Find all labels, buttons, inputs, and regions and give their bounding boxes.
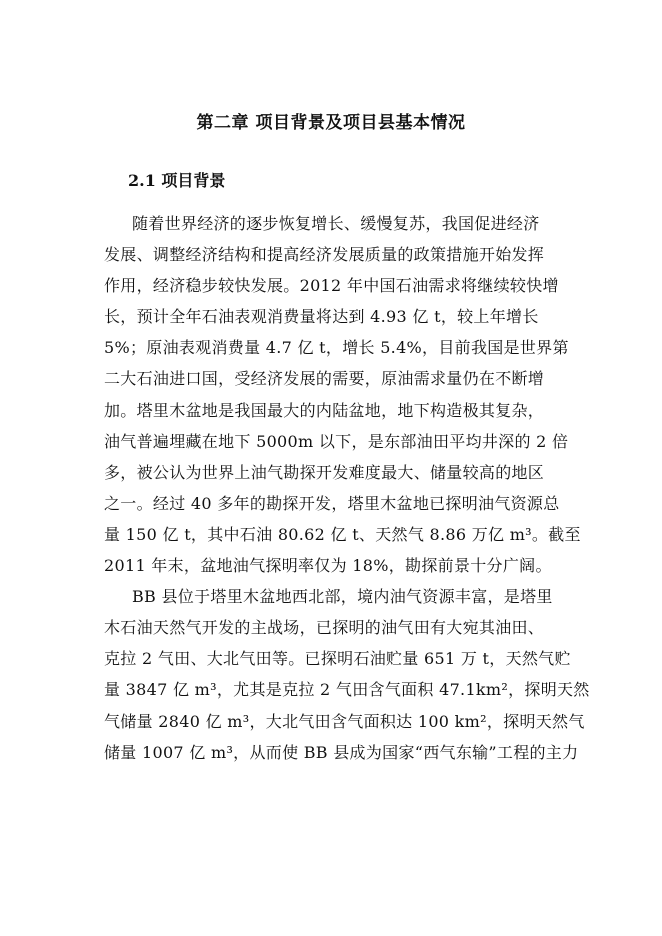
- paragraph-line: 作用，经济稳步较快发展。2012 年中国石油需求将继续较快增: [104, 276, 559, 296]
- section-title: 2.1 项目背景: [128, 171, 226, 190]
- paragraph-line: 克拉 2 气田、大北气田等。已探明石油贮量 651 万 t，天然气贮: [104, 649, 571, 669]
- paragraph-line: 储量 1007 亿 m³，从而使 BB 县成为国家“西气东输”工程的主力: [104, 742, 579, 762]
- paragraph-line: 二大石油进口国，受经济发展的需要，原油需求量仍在不断增: [104, 369, 545, 389]
- paragraph-line: 多，被公认为世界上油气勘探开发难度最大、储量较高的地区: [104, 462, 545, 482]
- paragraph-line: 加。塔里木盆地是我国最大的内陆盆地，地下构造极其复杂，: [104, 400, 545, 420]
- paragraph-line: 长，预计全年石油表观消费量将达到 4.93 亿 t，较上年增长: [104, 307, 539, 327]
- chapter-title: 第二章 项目背景及项目县基本情况: [196, 113, 466, 133]
- paragraph-line: 量 150 亿 t，其中石油 80.62 亿 t、天然气 8.86 万亿 m³。截至: [104, 524, 581, 544]
- paragraph-line: 木石油天然气开发的主战场，已探明的油气田有大宛其油田、: [104, 618, 545, 638]
- paragraph-line: 之一。经过 40 多年的勘探开发，塔里木盆地已探明油气资源总: [104, 493, 560, 513]
- paragraph-line: 油气普遍埋藏在地下 5000m 以下，是东部油田平均井深的 2 倍: [104, 431, 569, 451]
- paragraph-line: 2011 年末，盆地油气探明率仅为 18%，勘探前景十分广阔。: [104, 556, 552, 576]
- paragraph-line: 随着世界经济的逐步恢复增长、缓慢复苏，我国促进经济: [132, 214, 540, 233]
- paragraph-line: 5%；原油表观消费量 4.7 亿 t，增长 5.4%，目前我国是世界第: [104, 338, 569, 358]
- paragraph-line: BB 县位于塔里木盆地西北部，境内油气资源丰富，是塔里: [132, 587, 553, 607]
- body-text: [104, 208, 590, 768]
- paragraph-line: 量 3847 亿 m³，尤其是克拉 2 气田含气面积 47.1km²，探明天然: [104, 680, 590, 700]
- paragraph-line: 气储量 2840 亿 m³，大北气田含气面积达 100 km²，探明天然气: [104, 711, 585, 731]
- paragraph-line: 发展、调整经济结构和提高经济发展质量的政策措施开始发挥: [104, 245, 545, 265]
